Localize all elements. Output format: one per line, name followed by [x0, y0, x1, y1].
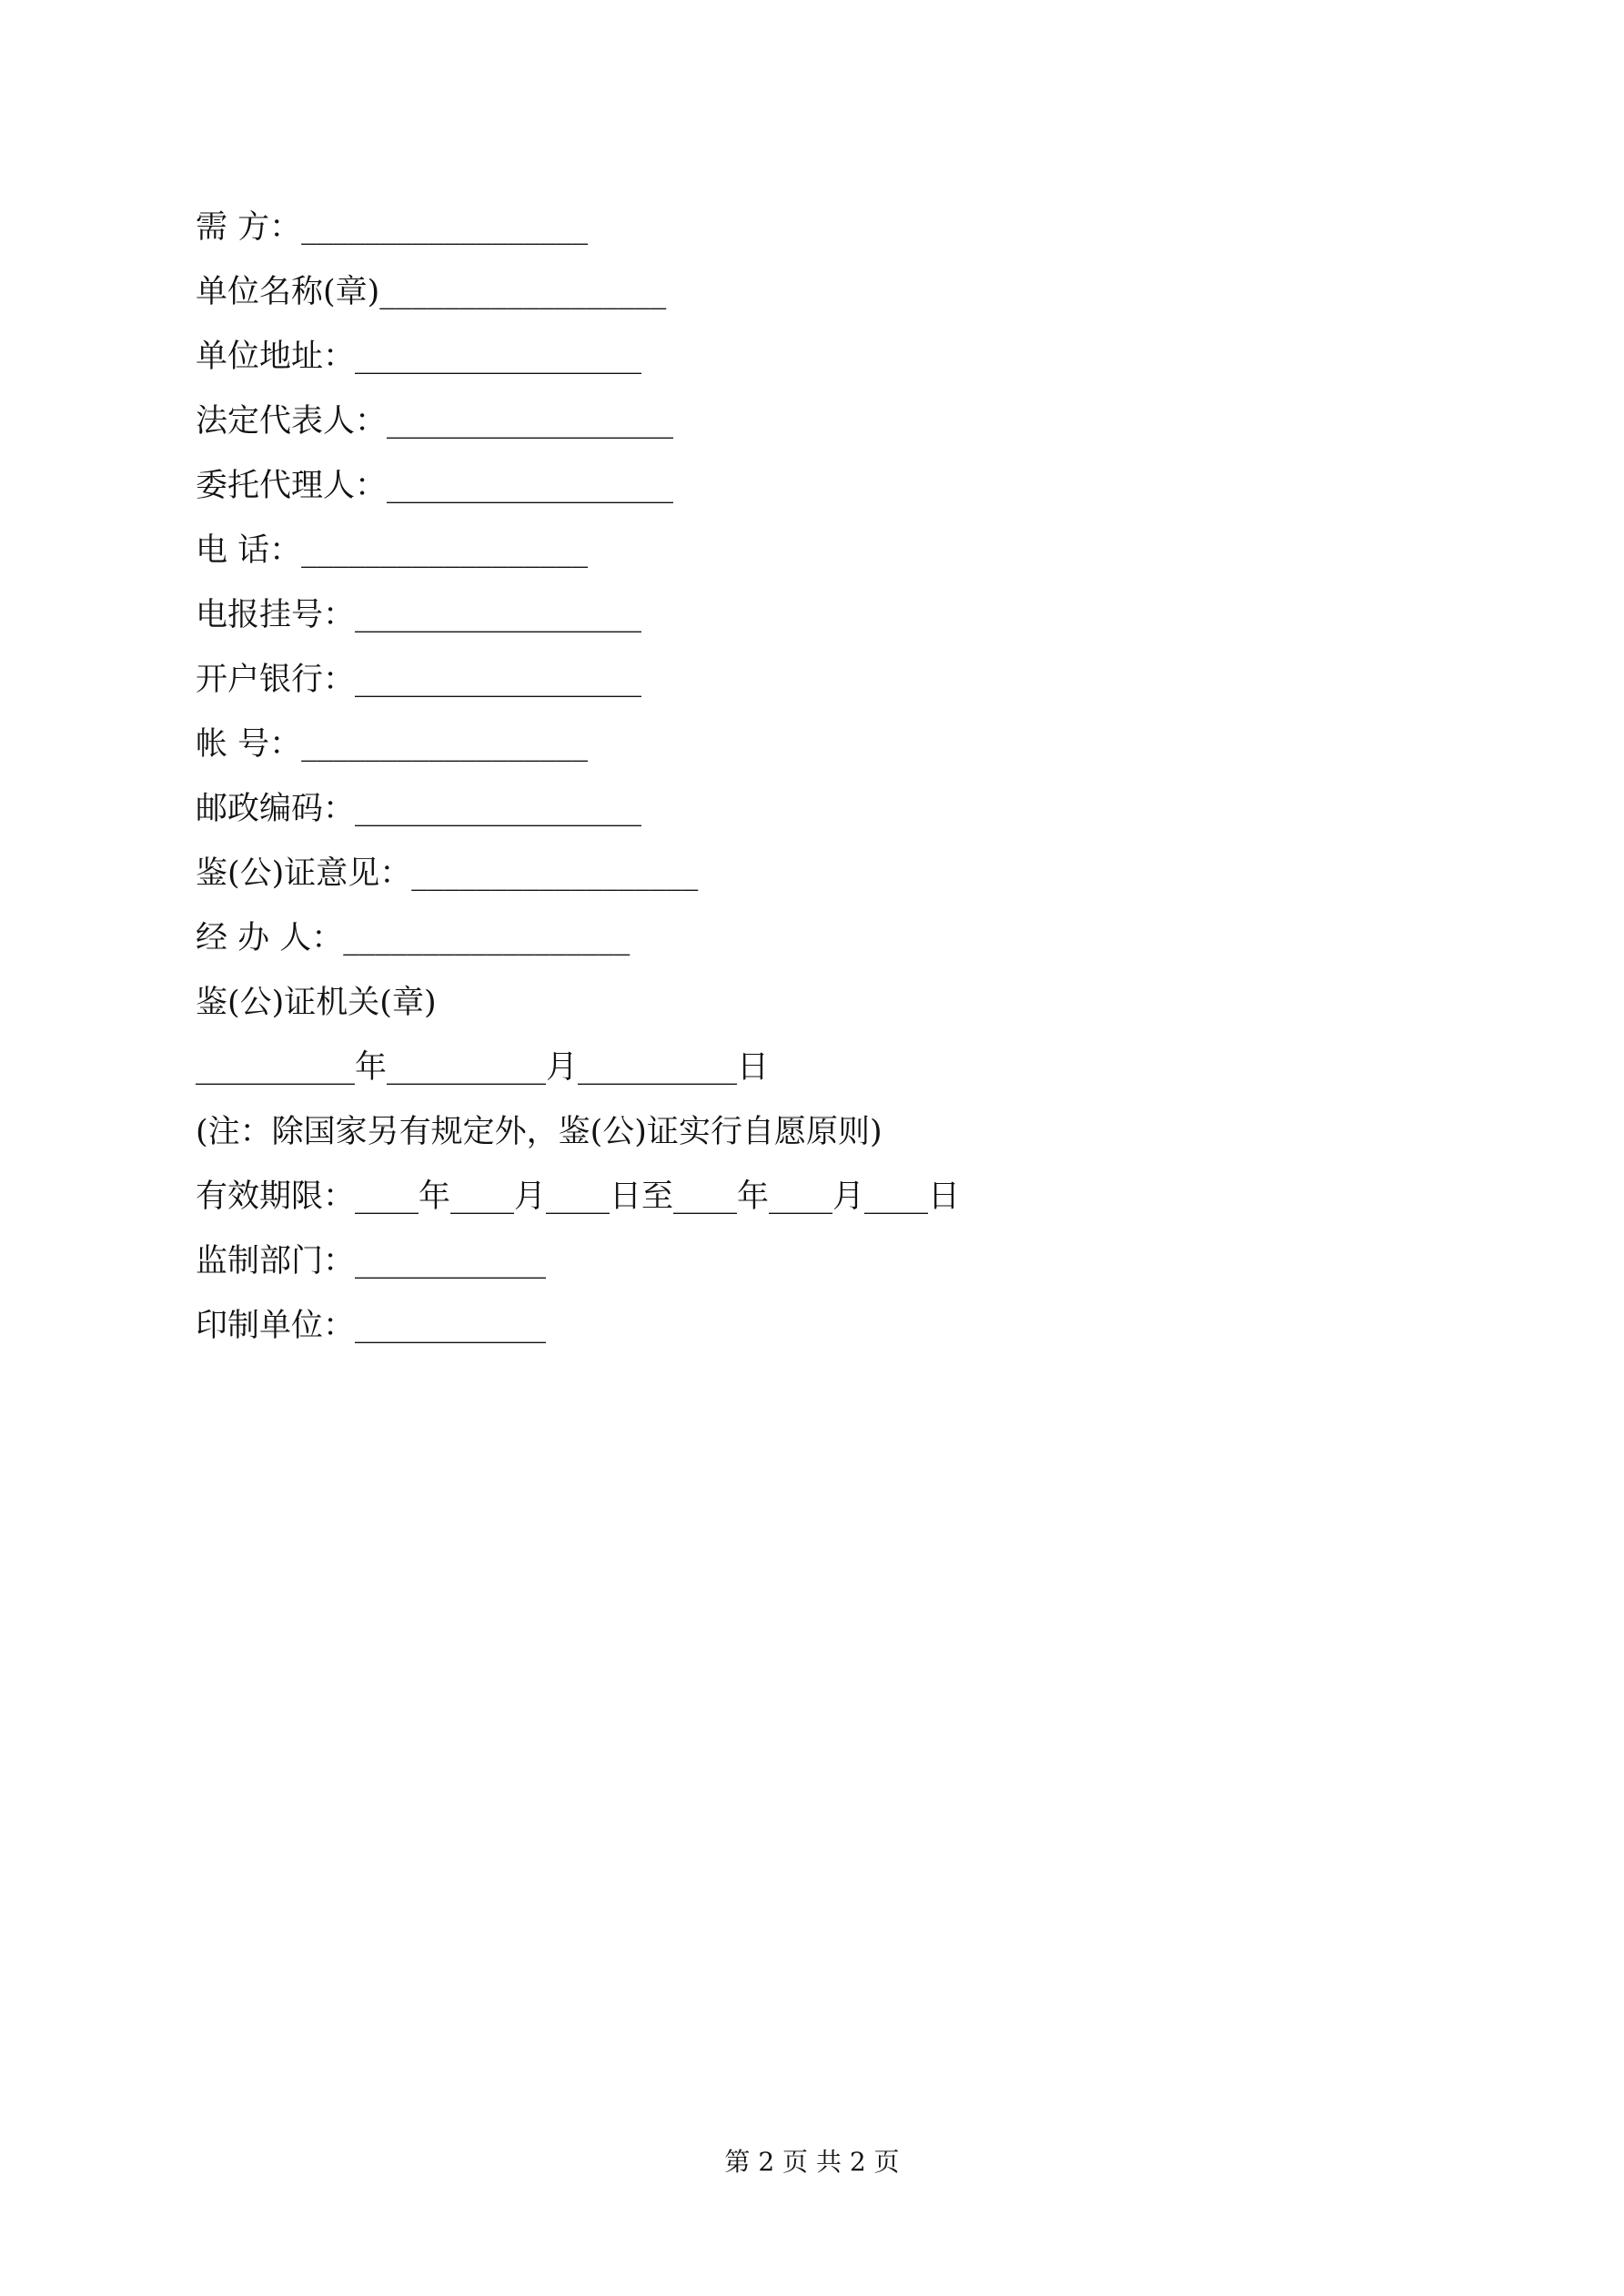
telephone-line: 电 话：__________________: [196, 532, 589, 569]
authorized-agent-line: 委托代理人：__________________: [196, 468, 674, 504]
validity-period-line: 有效期限：____年____月____日至____年____月____日: [196, 1178, 961, 1215]
notary-opinion-line: 鉴(公)证意见：__________________: [196, 855, 699, 892]
company-address-line: 单位地址：__________________: [196, 339, 642, 375]
notary-office-line: 鉴(公)证机关(章): [196, 985, 437, 1021]
note-line: (注：除国家另有规定外，鉴(公)证实行自愿原则): [196, 1114, 883, 1150]
company-name-line: 单位名称(章)__________________: [196, 274, 667, 310]
handler-line: 经 办 人：__________________: [196, 920, 630, 956]
supervising-department-line: 监制部门：____________: [196, 1243, 547, 1279]
telegraph-code-line: 电报挂号：__________________: [196, 597, 642, 633]
buyer-line: 需 方：__________________: [196, 209, 589, 246]
date-line: __________年__________月__________日: [196, 1049, 770, 1086]
printing-unit-line: 印制单位：____________: [196, 1308, 547, 1344]
bank-line: 开户银行：__________________: [196, 662, 642, 698]
account-number-line: 帐 号：__________________: [196, 726, 589, 763]
postal-code-line: 邮政编码：__________________: [196, 791, 642, 827]
contract-signature-block: [196, 202, 1469, 1365]
page-number-footer: 第 2 页 共 2 页: [724, 2147, 900, 2177]
legal-representative-line: 法定代表人：__________________: [196, 403, 674, 440]
